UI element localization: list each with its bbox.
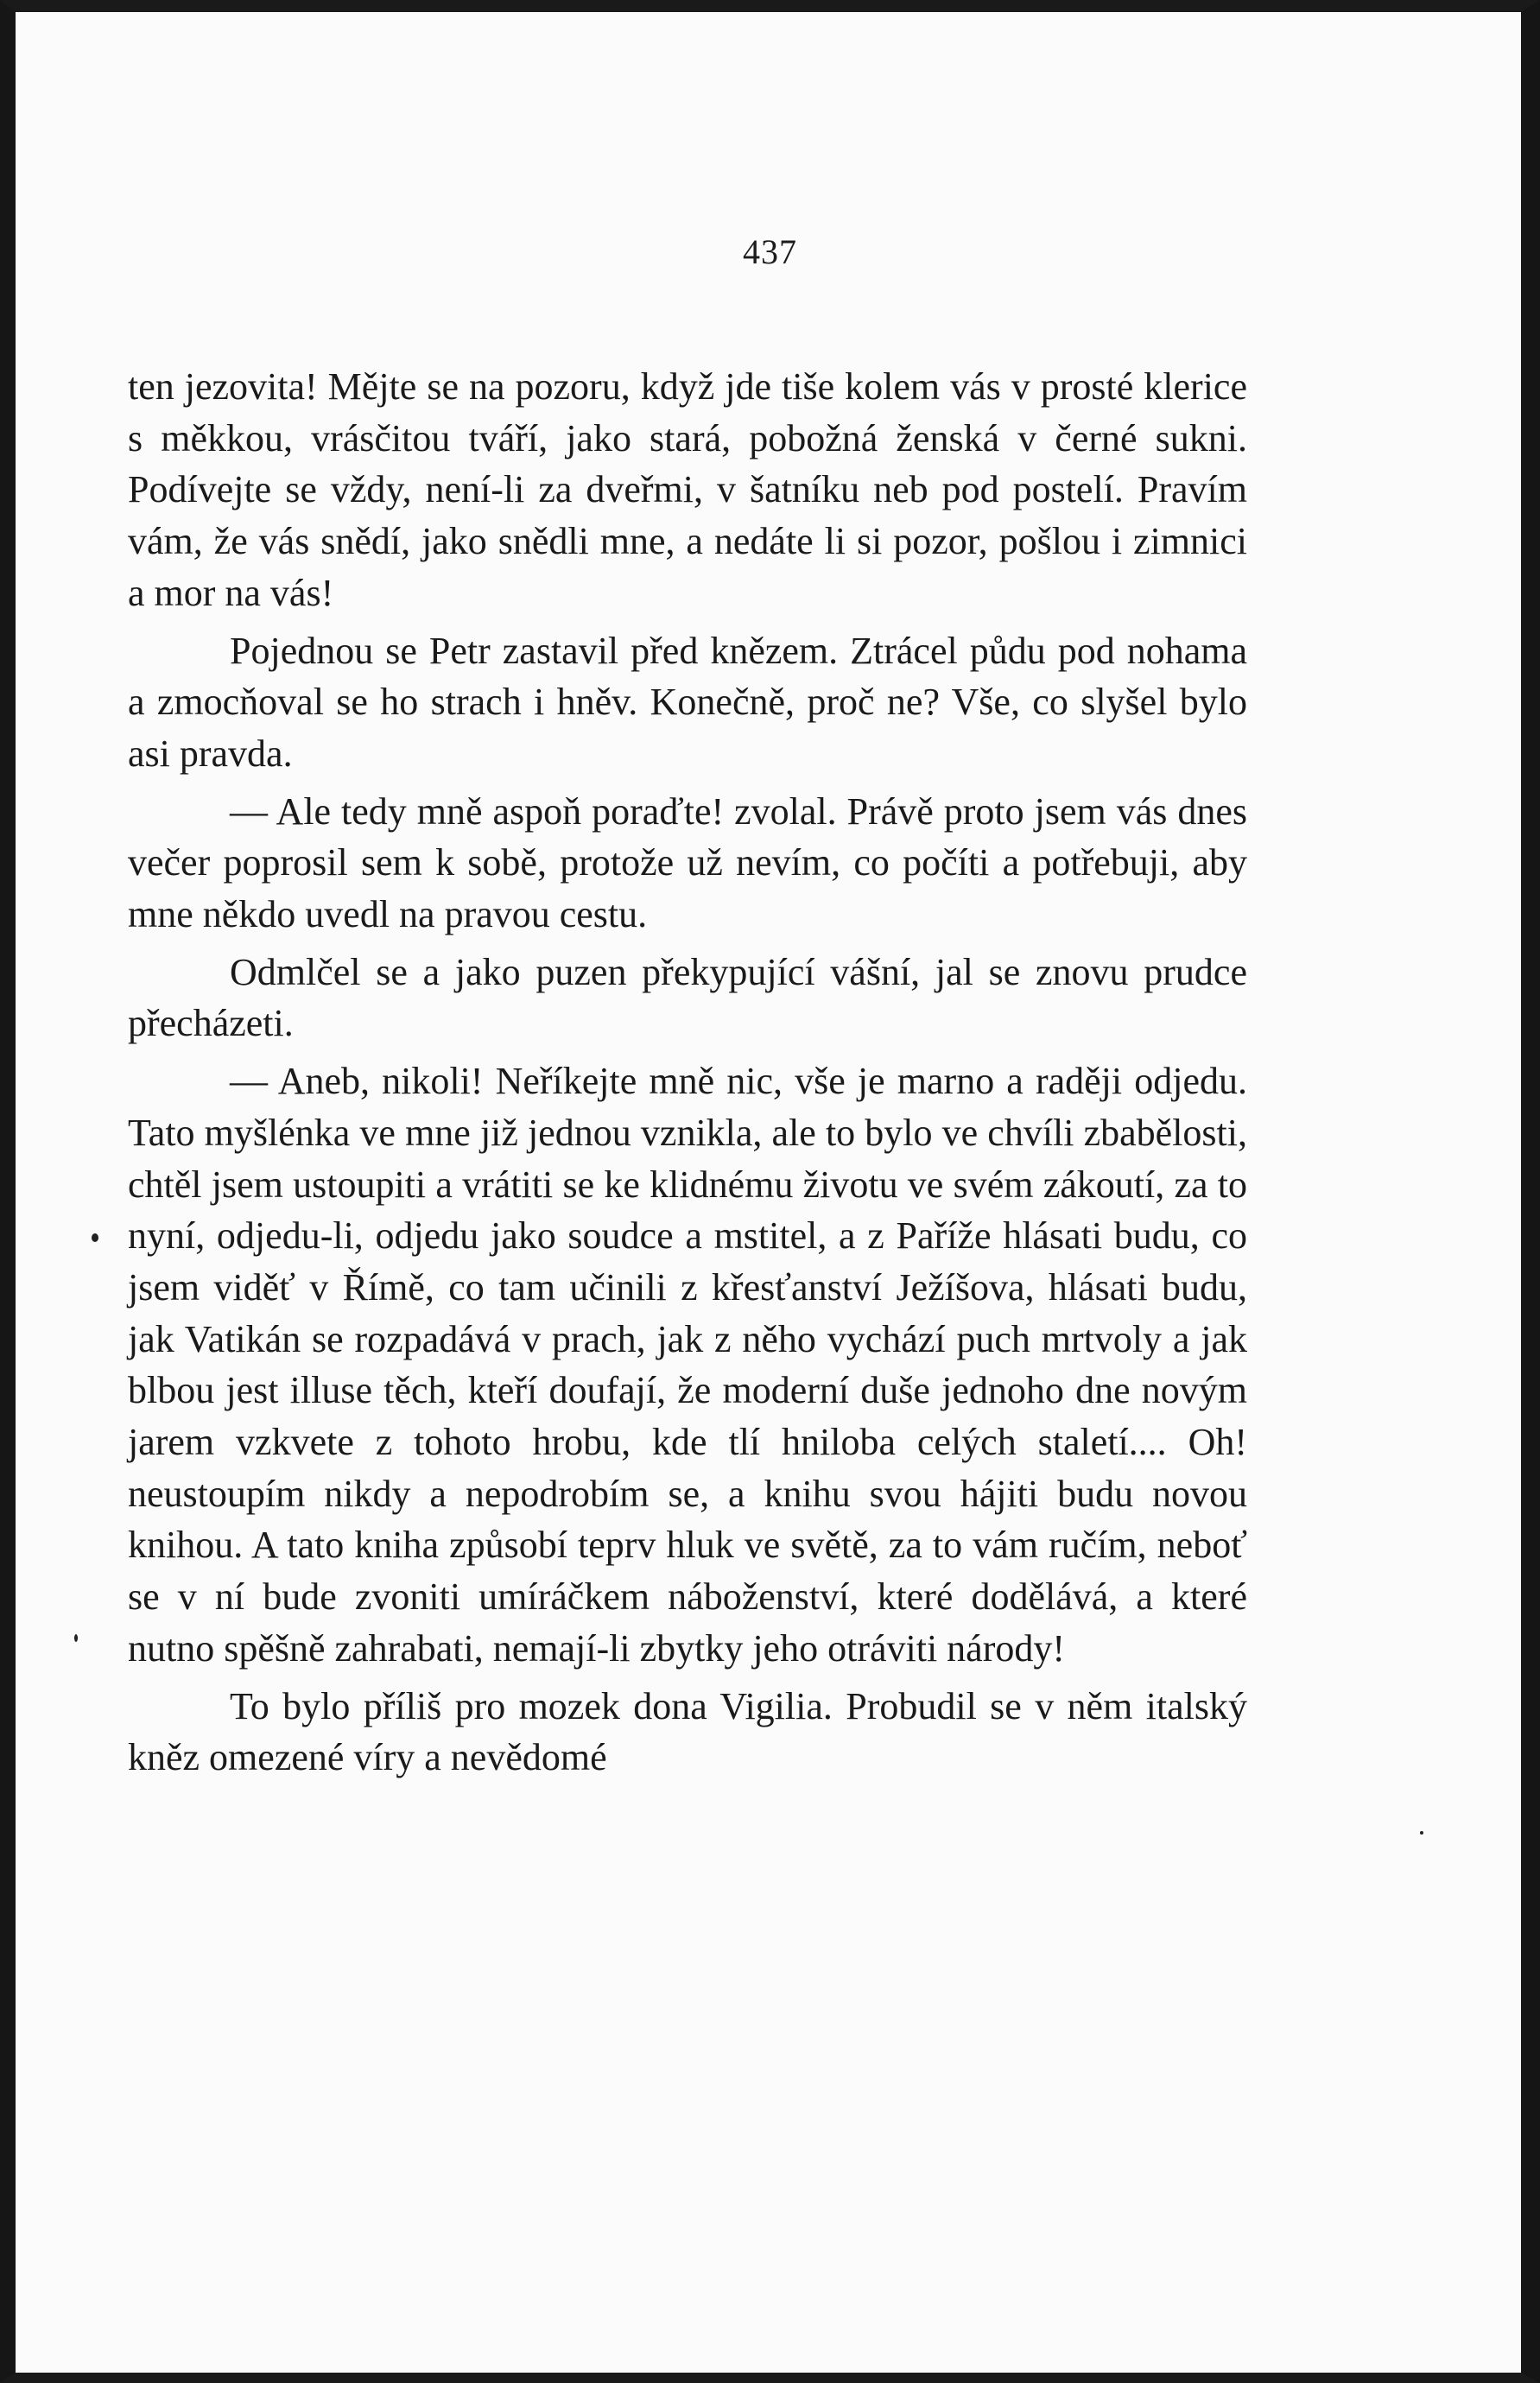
body-text [128, 361, 1247, 1790]
paragraph-4: Odmlčel se a jako puzen překypující vášní, jal se znovu prudce přecházeti. [128, 950, 1247, 1045]
scan-speck [74, 1634, 78, 1642]
paragraph-1: ten jezovita! Mějte se na pozoru, když jde tiše kolem vás v prosté klerice s měkkou, vrásčitou tváří, jako stará, pobožná ženská v černé sukni. Podívejte se vždy, není-li za dveřmi, v šatníku neb pod postelí. Pravím vám, že vás snědí, jako snědli mne, a nedáte li si pozor, pošlou i zimnici a mor na vás! [128, 365, 1247, 614]
paragraph-5: — Aneb, nikoli! Neříkejte mně nic, vše je marno a raději odjedu. Tato myšlénka ve mne již jednou vznikla, ale to bylo ve chvíli zbabělosti, chtěl jsem ustoupiti a vrátiti se ke klidnému životu ve svém zákoutí, za to nyní, odjedu-li, odjedu jako soudce a mstitel, a z Paříže hlásati budu, co jsem viděť v Římě, co tam učinili z křesťanství Ježíšova, hlásati budu, jak Vatikán se rozpadává v prach, jak z něho vychází puch mrtvoly a jak blbou jest illuse těch, kteří doufají, že moderní duše jednoho dne novým jarem vzkvete z tohoto hrobu, kde tlí hniloba celých staletí.... Oh! neustoupím nikdy a nepodrobím se, a knihu svou hájiti budu novou knihou. A tato kniha způsobí teprv hluk ve světě, za to vám ručím, neboť se v ní bude zvoniti umíráčkem náboženství, které dodělává, a které nutno spěšně zahrabati, nemají-li zbytky jeho otráviti národy! [128, 1060, 1247, 1670]
paragraph-3: — Ale tedy mně aspoň poraďte! zvolal. Právě proto jsem vás dnes večer poprosil sem k sobě, protože už nevím, co počíti a potřebuji, aby mne někdo uvedl na pravou cestu. [128, 789, 1247, 936]
paragraph-6: To bylo příliš pro mozek dona Vigilia. Probudil se v něm italský kněz omezené víry a nevědomé [128, 1684, 1247, 1779]
page-number: 437 [743, 232, 797, 271]
scan-speck [92, 1233, 98, 1242]
scan-speck [1420, 1831, 1423, 1835]
paragraph-2: Pojednou se Petr zastavil před knězem. Ztrácel půdu pod nohama a zmocňoval se ho strach i hněv. Konečně, proč ne? Vše, co slyšel bylo asi pravda. [128, 629, 1247, 775]
